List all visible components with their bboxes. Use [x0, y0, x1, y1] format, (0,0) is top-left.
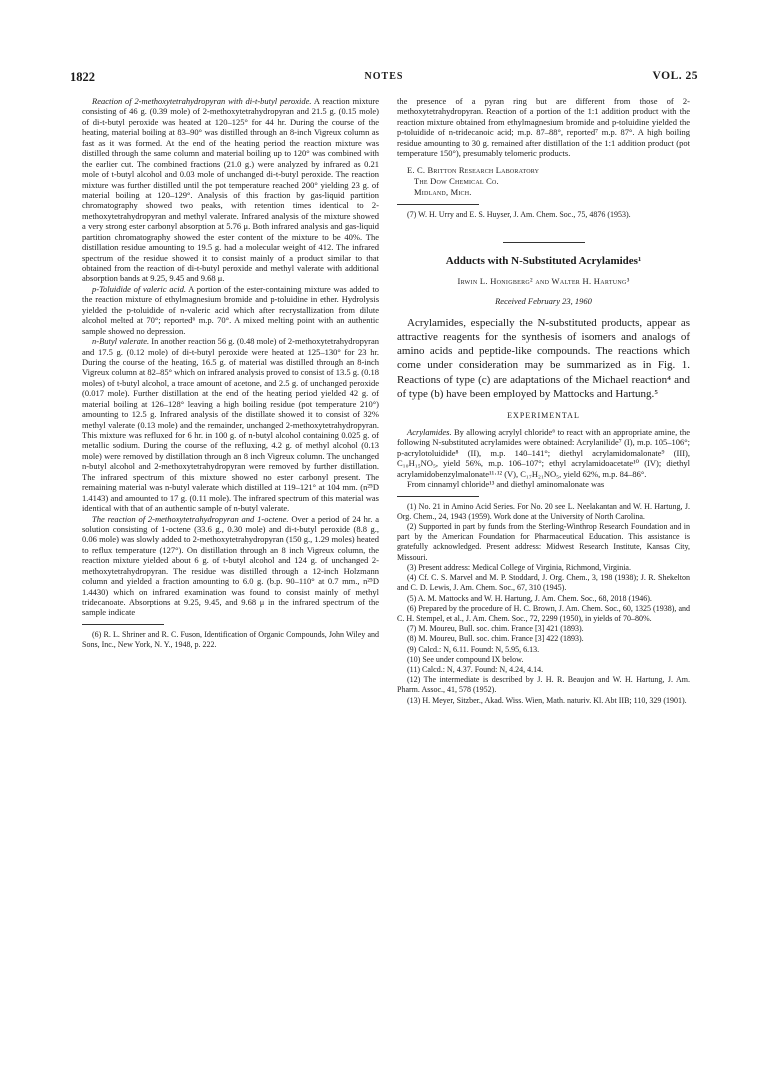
footnote-6: (6) Prepared by the procedure of H. C. Brown, J. Am. Chem. Soc., 60, 1325 (1938), and C. H. Stempel, et al., J. Am. Chem. Soc., 72, 2299 (1950), in yields of 70–80%. — [397, 603, 690, 623]
paragraph-octene-reaction — [82, 514, 379, 618]
footnote-11: (11) Calcd.: N, 4.37. Found: N, 4.24, 4.14. — [407, 664, 544, 674]
paragraph-acrylamides — [397, 427, 690, 479]
footnote-divider — [82, 624, 164, 625]
right-column — [397, 96, 690, 706]
article-authors: Irwin L. Honigberg² and Walter H. Hartung³ — [457, 275, 630, 286]
lab-address — [407, 165, 690, 198]
footnote-divider — [397, 204, 479, 205]
paragraph-body: A reaction mixture consisting of 46 g. (0.39 mole) of 2-methoxytetrahydropyran and 21.5 g. (0.15 mole) of di-t-butyl peroxide was heated at 120–125° for 44 hr. During the course of the heating, material boiling at 83–90° was distilled through an 8-inch Vigreux column as fast as it was formed. At the end of the heating period the reaction mixture was distilled through the same column and material boiling up to 120° was combined with the earlier cut. The combined fractions (21.0 g.) were analyzed by infrared as 0.21 mole of t-butyl alcohol and 0.03 mole of unchanged di-t-butyl peroxide. The reaction mixture was further distilled until the pot temperature reached 200° yielding 23 g. of material boiling at 120–129°. Analysis of this fraction by gas-liquid partition chromatography showed two peaks, with retention times identical to 2-methoxytetrahydropyran and methyl valerate. Infrared analysis of the mixture showed a very strong ester carbonyl absorption at 5.76 μ. Both infrared analysis and gas-liquid partition chromatography showed the ester content of the mixture to be 40%. The distillation residue amounting to 19.5 g. had a molecular weight of 412. The infrared spectrum of the residue showed it to consist mainly of a product similar to that obtained from the reaction of di-t-butyl peroxide and methyl valerate with additional absorption bands at 9.25, 9.45 and 9.68 μ. — [82, 96, 379, 284]
footnote-divider — [397, 496, 479, 497]
footnote-7: (7) W. H. Urry and E. S. Huyser, J. Am. Chem. Soc., 75, 4876 (1953). — [407, 209, 631, 219]
section-title: NOTES — [364, 71, 404, 82]
article-title: Adducts with N-Substituted Acrylamides¹ — [445, 254, 642, 267]
address-line: Midland, Mich. — [414, 186, 472, 197]
volume-label: VOL. 25 — [652, 70, 698, 82]
footnote-10: (10) See under compound IX below. — [407, 654, 524, 664]
footnote-8: (8) M. Moureu, Bull. soc. chim. France [3] 422 (1893). — [407, 634, 584, 644]
footnote-4: (4) Cf. C. S. Marvel and M. P. Stoddard, J. Org. Chem., 3, 198 (1938); J. R. Shekelton and C. D. Lewis, J. Am. Chem. Soc., 67, 310 (1945). — [397, 573, 690, 593]
paragraph-heading: p-Toluidide of valeric acid. — [92, 283, 187, 294]
paragraph-heading: The reaction of 2-methoxytetrahydropyran and 1-octene. — [92, 513, 289, 524]
paragraph-heading: Reaction of 2-methoxytetrahydropyran with di-t-butyl peroxide. — [92, 96, 312, 106]
left-column — [82, 96, 379, 650]
article-separator — [503, 242, 585, 243]
address-line: The Dow Chemical Co. — [414, 175, 499, 186]
paragraph-peroxide-reaction — [82, 96, 379, 284]
footnote-6: (6) R. L. Shriner and R. C. Fuson, Identification of Organic Compounds, John Wiley and Sons, Inc., New York, N. Y., 1948, p. 222. — [82, 629, 379, 650]
paragraph-body: By allowing acrylyl chloride⁶ to react with an appropriate amine, the following N-substituted acrylamides were obtained: Acrylanilide⁷ (I), m.p. 105–106°; p-acrylotoluidide⁸ (II), m.p. 140–141°; diethyl acrylamidomalonate⁹ (III), C₁₀H₁₅NO₅, yield 56%, m.p. 106–107°; ethyl acrylamidoacetate¹⁰ (IV); diethyl acrylamidobenzylmalonate¹¹·¹² (V), C₁₇H₂₁NO₅, yield 62%, m.p. 84–86°. — [397, 427, 690, 479]
footnote-5: (5) A. M. Mattocks and W. H. Hartung, J. Am. Chem. Soc., 68, 2018 (1946). — [407, 593, 652, 603]
paragraph-heading: n-Butyl valerate. — [92, 336, 150, 347]
footnote-1: (1) No. 21 in Amino Acid Series. For No. 20 see L. Neelakantan and W. H. Hartung, J. Org. Chem., 24, 1943 (1959). Work done at the University of North Carolina. — [397, 501, 690, 521]
paragraph-continuation: the presence of a pyran ring but are different from those of 2-methoxytetrahydropyran. Reaction of a portion of the 1:1 addition product with the reaction mixture obtained from ethylmagnesium bromide and p-toluidine yielded the p-toluidide of n-tridecanoic acid; m.p. 87–88°, reported⁷ m.p. 87°. A high boiling residue amounting to 30 g. remained after distillation of the 1:1 addition product (pot temperature 150°), presumably telomeric products. — [397, 96, 690, 159]
footnote-7: (7) M. Moureu, Bull. soc. chim. France [3] 421 (1893). — [407, 624, 584, 634]
paragraph-body: Over a period of 24 hr. a solution consisting of 1-octene (33.6 g., 0.30 mole) and di-t-butyl peroxide (8.8 g., 0.06 mole) was slowly added to 2-methoxytetrahydropyran (150 g., 1.29 moles) heated to reflux temperature (127°). On distillation through an 8 inch Vigreux column, the reaction mixture yielded about 6 g. of t-butyl alcohol and 124 g. of unchanged 2-methoxytetrahydropyran. The residue was distilled through a 12-inch Holzmann column and yielded a fraction amounting to 6.0 g. (b.p. 90–110° at 0.7 mm., n²⁵D 1.4430) which on infrared examination was found to consist mainly of methyl tridecanoate. Absorptions at 9.25, 9.45, and 9.68 μ in the infrared spectrum of the sample indicate — [82, 513, 379, 618]
received-date: Received February 23, 1960 — [495, 295, 592, 306]
paragraph-body: In another reaction 56 g. (0.48 mole) of 2-methoxytetrahydropyran and 17.5 g. (0.12 mole) of di-t-butyl peroxide were heated at 125–130° for 23 hr. During the course of the heating, 16.5 g. of material was distilled through an 8-inch Vigreux column at 82–85° which on infrared analysis proved to consist of 13.5 g. (0.18 moles) of t-butyl alcohol, a trace amount of acetone, and 2.5 g. of unchanged peroxide (0.017 mole). Further distillation at the end of the heating period yielded 42 g. of material boiling at 126–128° leaving a high boiling residue (pot temperature 210°) amounting to 12.5 g. Infrared analysis of the distillate showed it to consist of 32% methyl valerate (0.13 mole) and the remainder, unchanged 2-methoxytetrahydropyran. This mixture was refluxed for 6 hr. in 100 g. of n-butyl alcohol containing 0.025 g. of metallic sodium. During the course of the refluxing, 4.2 g. of methyl alcohol (0.13 mole) were removed by distillation through an 8 inch Vigreux column. The unchanged n-butyl alcohol and 2-methoxytetrahydropyran were removed by further distillation. The infrared spectrum of this mixture showed no ester carbonyl present. The remaining material was n-butyl valerate which distilled at 119–121° at 104 mm. (n²⁵D 1.4143) and amounted to 17 g. (0.11 mole). The infrared spectrum of this material was identical with that of an authentic sample of n-butyl valerate. — [82, 336, 379, 514]
page-number: 1822 — [70, 70, 95, 84]
running-header — [70, 70, 698, 86]
paragraph-body: A portion of the ester-containing mixture was added to the reaction mixture of ethylmagnesium bromide and p-toluidine in ether. Hydrolysis yielded the p-toluidide of n-valeric acid which after recrystallization from dilute alcohol melted at 70°; reported⁶ m.p. 70°. A mixed melting point with an authentic sample showed no depression. — [82, 283, 379, 336]
paragraph-toluidide — [82, 284, 379, 336]
footnote-13: (13) H. Meyer, Sitzber., Akad. Wiss. Wien, Math. naturiv. Kl. Abt IIB; 110, 329 (1901). — [407, 695, 687, 705]
section-heading-experimental: EXPERIMENTAL — [507, 411, 580, 421]
footnote-list — [397, 502, 690, 706]
footnote-9: (9) Calcd.: N, 6.11. Found: N, 5.95, 6.13. — [407, 644, 540, 654]
footnote-3: (3) Present address: Medical College of Virginia, Richmond, Virginia. — [407, 562, 631, 572]
address-line: E. C. Britton Research Laboratory — [407, 164, 540, 175]
footnote-2: (2) Supported in part by funds from the Sterling-Winthrop Research Foundation and in part by the American Foundation for Pharmaceutical Education. This assistance is gratefully acknowledged. Present address: Midwest Research Institute, Kansas City, Missouri. — [397, 522, 690, 562]
paragraph-cinnamyl: From cinnamyl chloride¹³ and diethyl aminomalonate was — [407, 479, 605, 490]
article-abstract: Acrylamides, especially the N-substituted products, appear as attractive reagents for the synthesis of isomers and analogs of amino acids and peptide-like compounds. The reactions which come under consideration may be summarized as in Fig. 1. Reactions of type (c) are adaptations of the Michael reaction⁴ and of type (b) have been employed by Mattocks and Hartung.⁵ — [397, 316, 690, 400]
footnote-12: (12) The intermediate is described by J. H. R. Beaujon and W. H. Hartung, J. Am. Pharm. Assoc., 41, 578 (1952). — [397, 675, 690, 695]
paragraph-butyl-valerate — [82, 336, 379, 513]
paragraph-heading: Acrylamides. — [407, 427, 452, 438]
